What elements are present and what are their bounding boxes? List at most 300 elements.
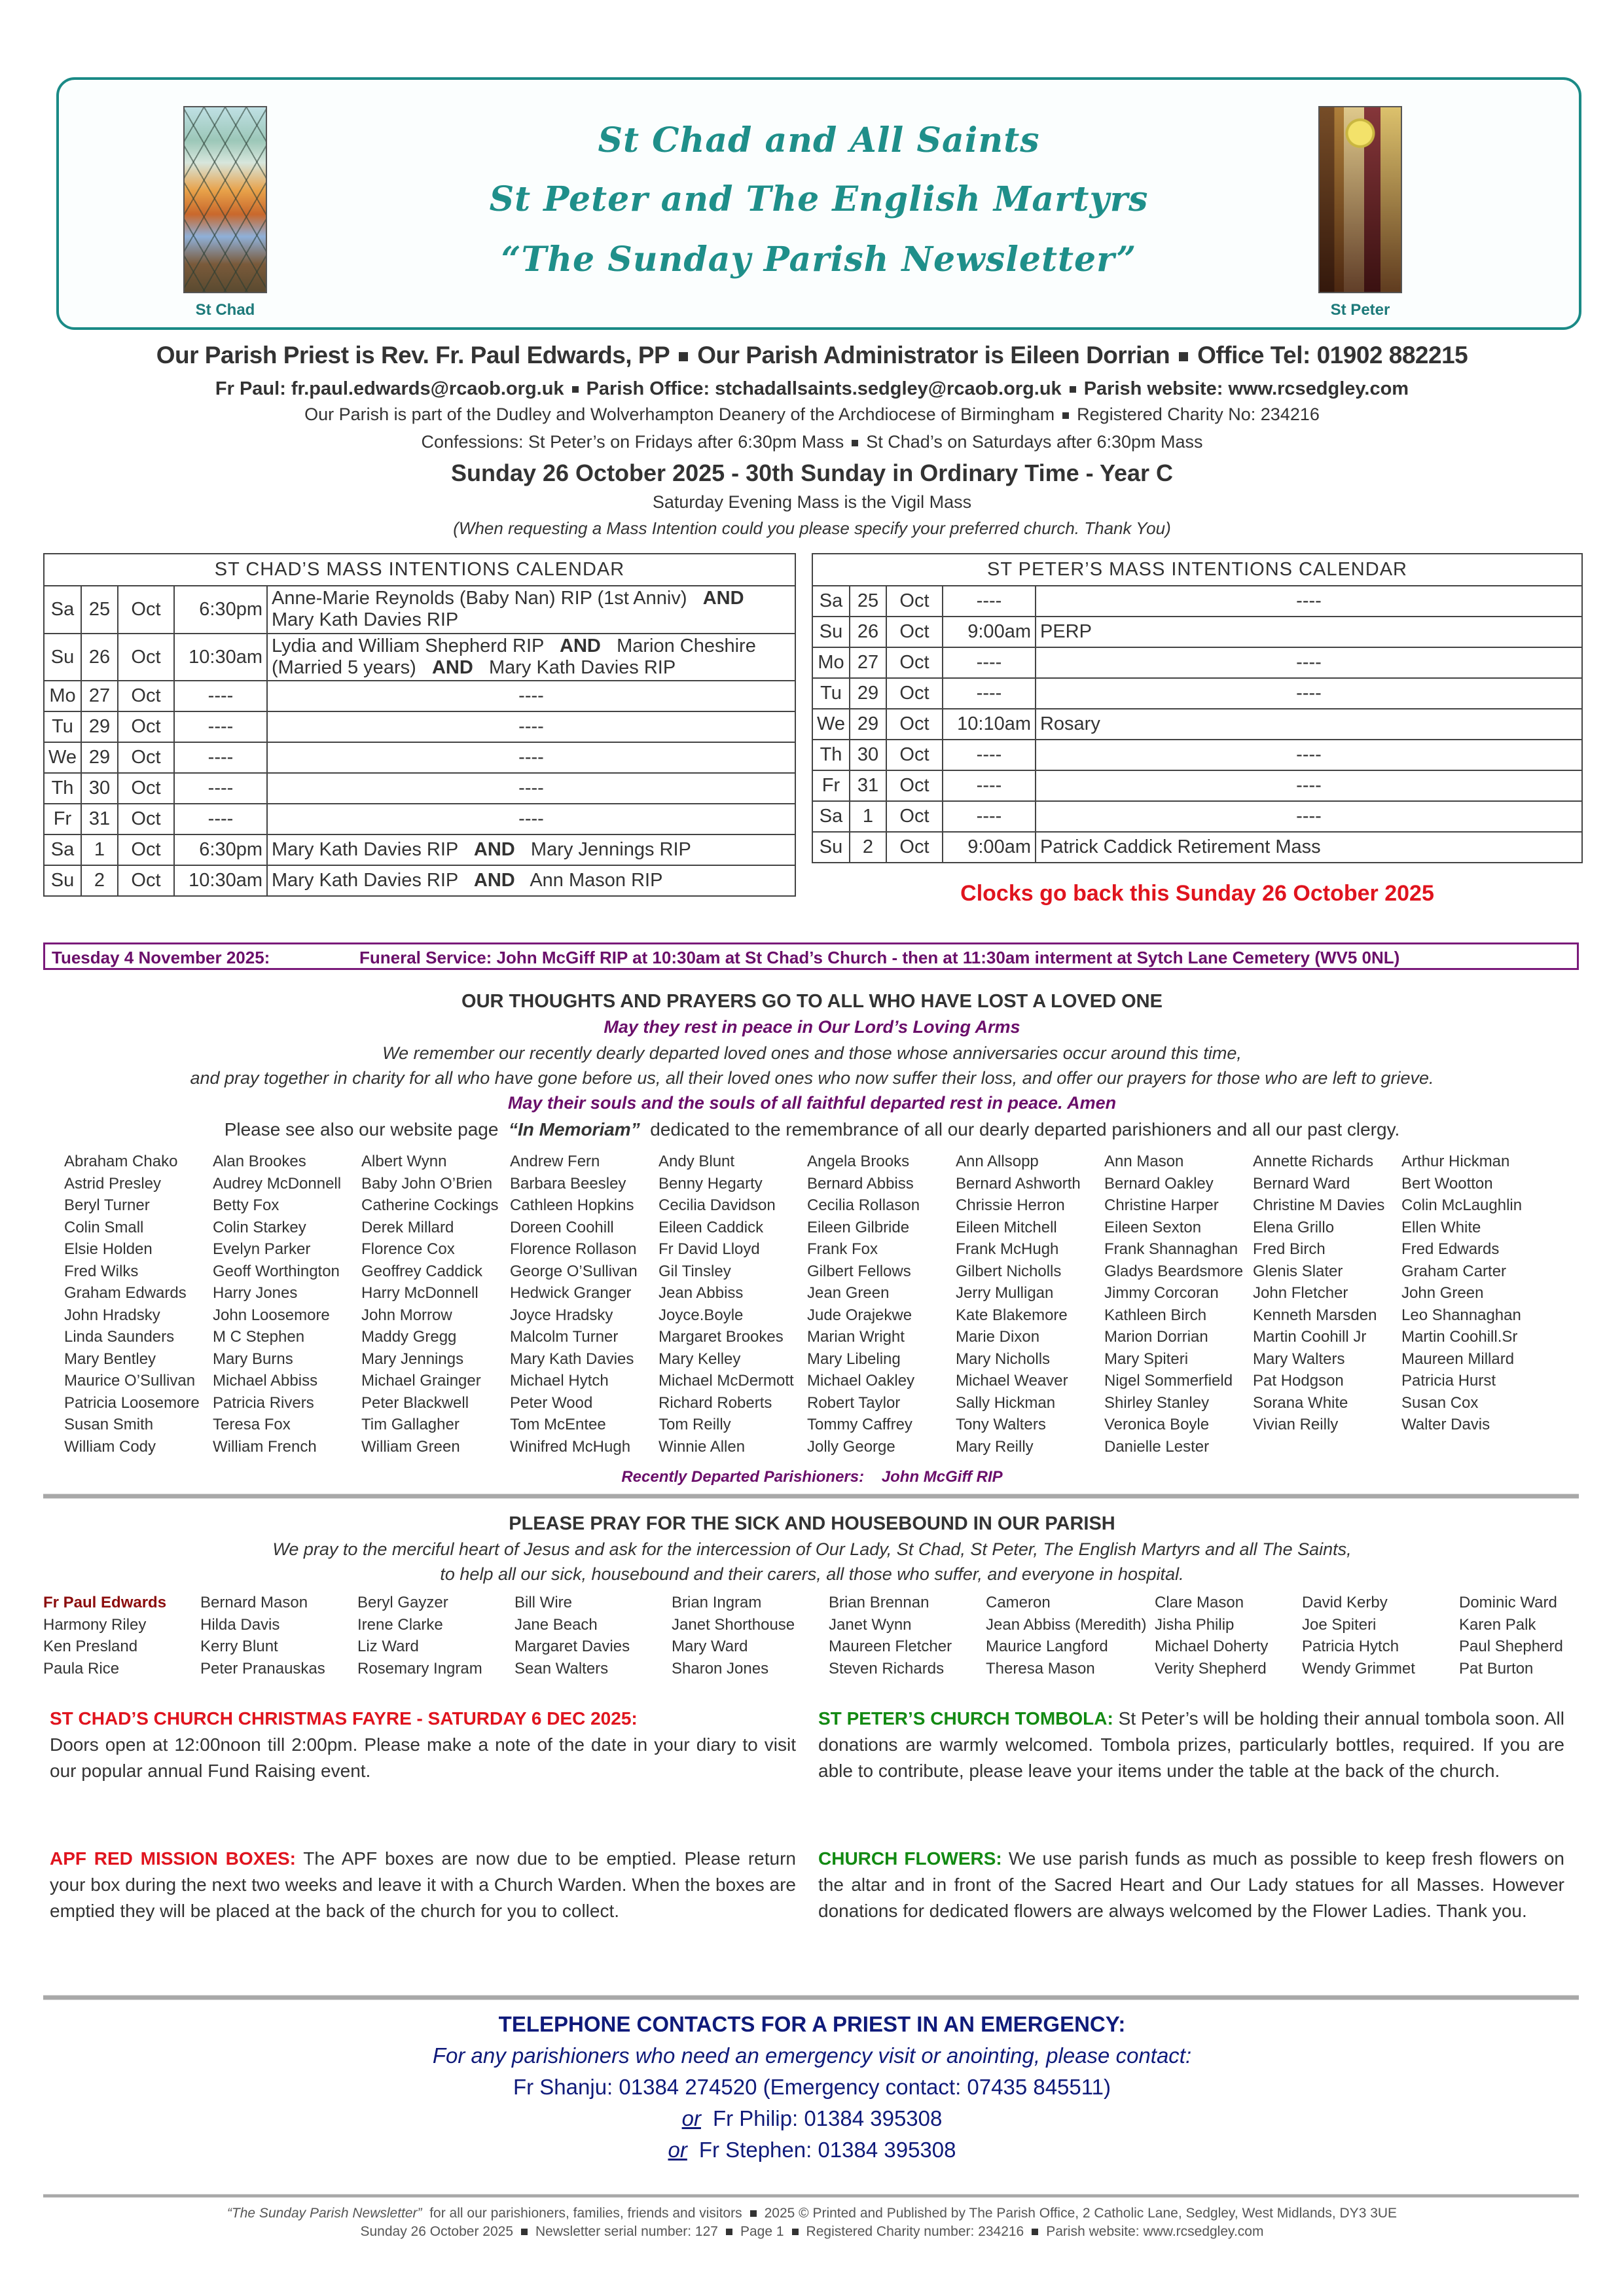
day-number: 27 xyxy=(81,681,118,711)
memoriam-name: Tommy Caffrey xyxy=(807,1416,912,1433)
memoriam-name: Robert Taylor xyxy=(807,1393,901,1412)
intention-text: ---- xyxy=(1296,774,1322,796)
parish-title-line-1: St Chad and All Saints xyxy=(598,120,1040,160)
month: Oct xyxy=(886,770,943,801)
fr-philip-contact[interactable]: Fr Philip: 01384 395308 xyxy=(712,2106,943,2130)
day-of-week: Fr xyxy=(812,770,850,801)
memoriam-name: Marie Dixon xyxy=(956,1328,1040,1346)
calendar-row xyxy=(44,773,795,804)
month: Oct xyxy=(118,742,174,773)
sick-housebound-heading: PLEASE PRAY FOR THE SICK AND HOUSEBOUND IN OUR PARISH xyxy=(509,1513,1115,1534)
sick-parishioner-name: Patricia Hytch xyxy=(1302,1638,1399,1655)
separator-square-icon xyxy=(726,2229,732,2235)
memoriam-name: Andrew Fern xyxy=(510,1153,600,1170)
mass-intention xyxy=(267,804,795,834)
footer-line-2 xyxy=(0,2224,1624,2240)
memoriam-name: Mary Jennings xyxy=(361,1350,464,1368)
sick-parishioner-name: Bill Wire xyxy=(514,1594,572,1611)
day-of-week: We xyxy=(44,742,81,773)
memoriam-name: Astrid Presley xyxy=(64,1174,162,1193)
memoriam-name: Ellen White xyxy=(1401,1218,1481,1236)
mass-time: 10:30am xyxy=(174,634,267,681)
month: Oct xyxy=(886,832,943,863)
mass-time: ---- xyxy=(943,647,1036,678)
confessions-st-peter: Confessions: St Peter’s on Fridays after 6:30pm Mass xyxy=(421,432,844,452)
apf-mission-boxes-notice xyxy=(50,1846,796,1924)
memoriam-name: Teresa Fox xyxy=(213,1416,291,1433)
sick-parishioner-name: Irene Clarke xyxy=(357,1615,443,1634)
deanery-text: Our Parish is part of the Dudley and Wolverhampton Deanery of the Archdiocese of Birmingham xyxy=(304,404,1055,424)
memoriam-name: Colin Starkey xyxy=(213,1218,306,1236)
memoriam-name: Mary Bentley xyxy=(64,1350,156,1368)
memoriam-name: Tony Walters xyxy=(956,1416,1046,1433)
memoriam-name: Michael Weaver xyxy=(956,1372,1068,1390)
memoriam-name: Jimmy Corcoran xyxy=(1104,1284,1219,1302)
day-of-week: Su xyxy=(812,617,850,647)
separator-square-icon xyxy=(852,440,858,446)
mass-time: ---- xyxy=(943,586,1036,617)
funeral-notice xyxy=(43,942,1579,970)
memoriam-name: Christine Harper xyxy=(1104,1196,1219,1214)
separator-square-icon xyxy=(1070,386,1076,393)
mass-time: ---- xyxy=(943,678,1036,709)
separator-square-icon xyxy=(521,2229,528,2235)
memoriam-name: Annette Richards xyxy=(1253,1153,1374,1170)
memoriam-name: Linda Saunders xyxy=(64,1328,175,1346)
day-number: 25 xyxy=(81,586,118,634)
church-flowers-title: CHURCH FLOWERS: xyxy=(818,1848,1002,1869)
memoriam-name: Fred Edwards xyxy=(1401,1240,1500,1258)
mass-intention xyxy=(1036,709,1582,740)
memoriam-name: Fr David Lloyd xyxy=(659,1240,760,1258)
mass-time: ---- xyxy=(174,773,267,804)
mass-intention xyxy=(1036,647,1582,678)
memoriam-name: Mary Kath Davies xyxy=(510,1350,634,1368)
memoriam-name: Frank Fox xyxy=(807,1240,878,1258)
calendar-row xyxy=(812,832,1582,863)
memoriam-heading: OUR THOUGHTS AND PRAYERS GO TO ALL WHO HAVE LOST A LOVED ONE xyxy=(461,991,1163,1012)
mass-time: 9:00am xyxy=(943,832,1036,863)
intention-text: Rosary xyxy=(1039,713,1100,734)
sick-parishioner-name: Mary Ward xyxy=(672,1638,748,1655)
calendar-row xyxy=(44,865,795,896)
memoriam-name: Harry McDonnell xyxy=(361,1284,478,1302)
st-peter-image-label: St Peter xyxy=(1330,301,1390,319)
calendar-row xyxy=(812,647,1582,678)
in-memoriam-page-link[interactable]: “In Memoriam” xyxy=(508,1119,640,1139)
memoriam-name: Andy Blunt xyxy=(659,1153,735,1170)
fr-stephen-contact-line xyxy=(0,2138,1624,2162)
intention-text: Mary Jennings RIP xyxy=(530,839,691,861)
parish-staff-line xyxy=(0,342,1624,369)
calendar-row xyxy=(812,586,1582,617)
sick-parishioner-name: Jisha Philip xyxy=(1155,1615,1235,1634)
memoriam-name: Sorana White xyxy=(1253,1393,1348,1412)
day-of-week: Th xyxy=(812,740,850,770)
parish-administrator: Our Parish Administrator is Eileen Dorrian xyxy=(697,342,1170,368)
st-chad-mass-intentions-calendar xyxy=(43,553,796,897)
month: Oct xyxy=(886,617,943,647)
memoriam-name: Joyce.Boyle xyxy=(659,1306,744,1324)
memoriam-name: Frank McHugh xyxy=(956,1240,1059,1258)
website-note-suffix: dedicated to the remembrance of all our dearly departed parishioners and all our past clergy. xyxy=(650,1119,1400,1139)
separator-square-icon xyxy=(1062,412,1069,419)
clocks-go-back-notice: Clocks go back this Sunday 26 October 2025 xyxy=(960,881,1434,906)
memoriam-name: William Cody xyxy=(64,1437,156,1456)
footer-serial-number: Newsletter serial number: 127 xyxy=(535,2224,718,2239)
vigil-mass-note: Saturday Evening Mass is the Vigil Mass xyxy=(652,492,972,512)
month: Oct xyxy=(118,773,174,804)
st-chad-image-label: St Chad xyxy=(195,301,255,319)
memoriam-name: Barbara Beesley xyxy=(510,1174,626,1193)
office-telephone[interactable]: Office Tel: 01902 882215 xyxy=(1197,342,1468,368)
memoriam-name: Susan Cox xyxy=(1401,1393,1479,1412)
memoriam-name: Jean Green xyxy=(807,1284,890,1302)
mass-intention-request-note: (When requesting a Mass Intention could you please specify your preferred church. Thank You) xyxy=(453,518,1171,538)
memoriam-name: Arthur Hickman xyxy=(1401,1153,1510,1170)
memoriam-name: Patricia Loosemore xyxy=(64,1393,200,1412)
memoriam-name: Martin Coohill Jr xyxy=(1253,1328,1367,1346)
month: Oct xyxy=(118,804,174,834)
intention-text: Mary Kath Davies RIP xyxy=(271,609,459,631)
day-number: 25 xyxy=(850,586,886,617)
memoriam-name: Shirley Stanley xyxy=(1104,1393,1210,1412)
memoriam-website-note xyxy=(0,1119,1624,1140)
st-peter-mass-intentions-calendar xyxy=(812,553,1583,863)
recently-departed-label: Recently Departed Parishioners: xyxy=(621,1468,865,1486)
sick-names-grid xyxy=(43,1592,1575,1679)
tombola-title: ST PETER’S CHURCH TOMBOLA: xyxy=(818,1708,1113,1729)
footer-newsletter-name: “The Sunday Parish Newsletter” xyxy=(226,2206,422,2221)
memoriam-name: Jolly George xyxy=(807,1437,895,1456)
parish-website-link[interactable]: Parish website: www.rcsedgley.com xyxy=(1083,378,1409,399)
separator-square-icon xyxy=(1179,352,1188,361)
sick-parishioner-name: Bernard Mason xyxy=(200,1594,308,1611)
church-flowers-body: We use parish funds as much as possible to keep fresh flowers on the altar and in front of the Sacred Heart and Our Lady statues for all Masses. However donations for dedicated flowers are always welcomed by the Flower Ladies. Thank you. xyxy=(818,1848,1564,1921)
separator-square-icon xyxy=(750,2210,757,2217)
and-conjunction: AND xyxy=(473,870,515,891)
sick-parishioner-name: Janet Wynn xyxy=(829,1615,912,1634)
month: Oct xyxy=(118,681,174,711)
intention-text: ---- xyxy=(518,685,544,707)
calendar-row xyxy=(812,801,1582,832)
or-label: or xyxy=(668,2138,687,2162)
intention-text: PERP xyxy=(1039,620,1092,642)
mass-intention xyxy=(267,865,795,896)
mass-intention xyxy=(267,834,795,865)
month: Oct xyxy=(118,834,174,865)
mass-time: ---- xyxy=(174,742,267,773)
mass-time: ---- xyxy=(943,801,1036,832)
memoriam-name: Maddy Gregg xyxy=(361,1328,457,1346)
day-of-week: Tu xyxy=(812,678,850,709)
memoriam-name: William Green xyxy=(361,1437,460,1456)
mass-time: ---- xyxy=(174,681,267,711)
memoriam-name: Frank Shannaghan xyxy=(1104,1240,1238,1258)
memoriam-name: Alan Brookes xyxy=(213,1153,306,1170)
mass-intention xyxy=(1036,740,1582,770)
memoriam-name: Maureen Millard xyxy=(1401,1350,1515,1368)
mass-time: 9:00am xyxy=(943,617,1036,647)
sick-parishioner-name: Jean Abbiss (Meredith) xyxy=(986,1615,1147,1634)
memoriam-name: Michael Oakley xyxy=(807,1372,915,1390)
intention-text: ---- xyxy=(518,716,544,738)
mass-intention xyxy=(1036,586,1582,617)
month: Oct xyxy=(886,740,943,770)
footer-line-1 xyxy=(0,2206,1624,2221)
mass-intention xyxy=(1036,801,1582,832)
memoriam-name: Geoff Worthington xyxy=(213,1262,340,1280)
intention-text: Lydia and William Shepherd RIP xyxy=(271,635,544,656)
memoriam-name: Jude Orajekwe xyxy=(807,1306,912,1324)
memoriam-name: Michael Grainger xyxy=(361,1372,481,1390)
memoriam-name: Malcolm Turner xyxy=(510,1328,619,1346)
memoriam-name: Catherine Cockings xyxy=(361,1196,499,1214)
memoriam-name: Graham Edwards xyxy=(64,1284,187,1302)
month: Oct xyxy=(118,586,174,634)
sick-parishioner-name: Jane Beach xyxy=(514,1615,598,1634)
memoriam-name: Elena Grillo xyxy=(1253,1218,1335,1236)
sick-parishioner-name: Maurice Langford xyxy=(986,1638,1108,1655)
day-of-week: Su xyxy=(44,634,81,681)
memoriam-name xyxy=(1253,1436,1401,1458)
mass-intention xyxy=(267,634,795,681)
memoriam-name: Gilbert Nicholls xyxy=(956,1262,1062,1280)
fr-philip-contact-line xyxy=(0,2106,1624,2131)
fr-stephen-contact[interactable]: Fr Stephen: 01384 395308 xyxy=(698,2138,956,2162)
sick-parishioner-name: Clare Mason xyxy=(1155,1594,1244,1611)
mass-intention xyxy=(267,681,795,711)
calendar-row xyxy=(44,586,795,634)
memoriam-name: Benny Hegarty xyxy=(659,1174,763,1193)
newsletter-title: “The Sunday Parish Newsletter” xyxy=(501,240,1137,279)
memoriam-name: Winnie Allen xyxy=(659,1437,746,1456)
mass-time: 10:10am xyxy=(943,709,1036,740)
month: Oct xyxy=(886,801,943,832)
sick-parishioner-name: Michael Doherty xyxy=(1155,1638,1269,1655)
memoriam-name: Jean Abbiss xyxy=(659,1284,744,1302)
parish-title-line-2: St Peter and The English Martyrs xyxy=(489,179,1149,219)
memoriam-name: William French xyxy=(213,1437,317,1456)
memoriam-name: Kenneth Marsden xyxy=(1253,1306,1377,1324)
memoriam-name: Patricia Hurst xyxy=(1401,1372,1496,1390)
day-of-week: Fr xyxy=(44,804,81,834)
mass-time: 10:30am xyxy=(174,865,267,896)
memoriam-name: Cecilia Davidson xyxy=(659,1196,776,1214)
calendar-row xyxy=(44,804,795,834)
memoriam-names-grid xyxy=(64,1151,1570,1458)
tombola-body: St Peter’s will be holding their annual tombola soon. All donations are warmly welcomed. Tombola prizes, particularly bottles, required. If you are able to contribute, please leave your items under the table at the back of the church. xyxy=(818,1708,1564,1781)
memoriam-name: Bert Wootton xyxy=(1401,1174,1493,1193)
memoriam-name: Bernard Ashworth xyxy=(956,1174,1081,1193)
calendar-row xyxy=(812,740,1582,770)
newsletter-banner xyxy=(56,77,1581,330)
day-number: 29 xyxy=(81,711,118,742)
memoriam-name: Christine M Davies xyxy=(1253,1196,1385,1214)
memoriam-name: Florence Cox xyxy=(361,1240,455,1258)
memoriam-name: Colin McLaughlin xyxy=(1401,1196,1523,1214)
day-of-week: Tu xyxy=(44,711,81,742)
sick-parishioner-name: Margaret Davies xyxy=(514,1638,630,1655)
sick-parishioner-name: Fr Paul Edwards xyxy=(43,1594,167,1611)
day-of-week: We xyxy=(812,709,850,740)
parish-priest: Our Parish Priest is Rev. Fr. Paul Edwards, PP xyxy=(156,342,670,368)
emergency-contacts-heading: TELEPHONE CONTACTS FOR A PRIEST IN AN EMERGENCY: xyxy=(498,2012,1126,2036)
sick-parishioner-name: Pat Burton xyxy=(1459,1659,1534,1677)
memoriam-name: Mary Walters xyxy=(1253,1350,1345,1368)
mass-time: ---- xyxy=(174,711,267,742)
memoriam-name: Tom Reilly xyxy=(659,1416,731,1433)
day-number: 29 xyxy=(850,678,886,709)
memoriam-name: Richard Roberts xyxy=(659,1393,772,1412)
memoriam-name: Albert Wynn xyxy=(361,1153,447,1170)
memoriam-name: Bernard Abbiss xyxy=(807,1174,914,1193)
memoriam-name: Evelyn Parker xyxy=(213,1240,311,1258)
footer-audience: for all our parishioners, families, friends and visitors xyxy=(429,2206,742,2221)
day-of-week: Th xyxy=(44,773,81,804)
sick-parishioner-name: Maureen Fletcher xyxy=(829,1638,952,1655)
fr-shanju-contact[interactable]: Fr Shanju: 01384 274520 (Emergency contact: 07435 845511) xyxy=(513,2075,1111,2099)
fr-paul-email[interactable]: Fr Paul: fr.paul.edwards@rcaob.org.uk xyxy=(215,378,564,399)
intention-text: ---- xyxy=(518,747,544,768)
sick-paragraph-1: We pray to the merciful heart of Jesus and ask for the intercession of Our Lady, St Chad, St Peter, The English Martyrs and all The Saints, xyxy=(272,1539,1352,1559)
recently-departed-names: John McGiff RIP xyxy=(881,1468,1003,1486)
liturgical-date: Sunday 26 October 2025 - 30th Sunday in Ordinary Time - Year C xyxy=(450,459,1174,486)
emergency-contacts-subheading: For any parishioners who need an emergency visit or anointing, please contact: xyxy=(432,2043,1192,2068)
memoriam-name: Cathleen Hopkins xyxy=(510,1196,634,1214)
calendar-title: ST CHAD’S MASS INTENTIONS CALENDAR xyxy=(44,554,795,586)
memoriam-name: Walter Davis xyxy=(1401,1416,1490,1433)
calendar-row xyxy=(812,678,1582,709)
day-number: 27 xyxy=(850,647,886,678)
intention-text: ---- xyxy=(1296,590,1322,611)
sick-parishioner-name: David Kerby xyxy=(1302,1594,1388,1611)
confessions-line xyxy=(0,432,1624,452)
sick-parishioner-name: Verity Shepherd xyxy=(1155,1659,1267,1677)
contact-line xyxy=(0,378,1624,400)
month: Oct xyxy=(886,647,943,678)
memoriam-name: Kathleen Birch xyxy=(1104,1306,1207,1324)
mass-time: ---- xyxy=(943,770,1036,801)
calendar-title: ST PETER’S MASS INTENTIONS CALENDAR xyxy=(812,554,1582,586)
sick-parishioner-name: Rosemary Ingram xyxy=(357,1659,482,1677)
confessions-st-chad: St Chad’s on Saturdays after 6:30pm Mass xyxy=(866,432,1203,452)
day-number: 1 xyxy=(850,801,886,832)
memoriam-amen: May their souls and the souls of all faithful departed rest in peace. Amen xyxy=(507,1093,1117,1113)
sick-parishioner-name: Hilda Davis xyxy=(200,1615,280,1634)
or-label: or xyxy=(681,2106,701,2130)
memoriam-name: Derek Millard xyxy=(361,1218,454,1236)
day-number: 30 xyxy=(850,740,886,770)
memoriam-name: Michael Abbiss xyxy=(213,1372,318,1390)
funeral-details: Funeral Service: John McGiff RIP at 10:30am at St Chad’s Church - then at 11:30am interment at Sytch Lane Cemetery (WV5 0NL) xyxy=(359,948,1400,967)
memoriam-name: Elsie Holden xyxy=(64,1240,153,1258)
sick-parishioner-name: Peter Pranauskas xyxy=(200,1659,325,1677)
memoriam-name: Doreen Coohill xyxy=(510,1218,614,1236)
day-of-week: Sa xyxy=(812,801,850,832)
day-of-week: Su xyxy=(812,832,850,863)
memoriam-name: Michael McDermott xyxy=(659,1372,794,1390)
charity-number: Registered Charity No: 234216 xyxy=(1077,404,1320,424)
footer-divider xyxy=(43,2194,1579,2198)
memoriam-name: Chrissie Herron xyxy=(956,1196,1065,1214)
memoriam-name: Margaret Brookes xyxy=(659,1328,784,1346)
separator-square-icon xyxy=(1032,2229,1038,2235)
memoriam-subheading: May they rest in peace in Our Lord’s Loving Arms xyxy=(604,1017,1020,1037)
memoriam-name: Marian Wright xyxy=(807,1328,905,1346)
mass-time: 6:30pm xyxy=(174,834,267,865)
memoriam-name: Florence Rollason xyxy=(510,1240,637,1258)
separator-square-icon xyxy=(572,386,579,393)
sick-parishioner-name: Brian Ingram xyxy=(672,1594,762,1611)
month: Oct xyxy=(886,709,943,740)
separator-square-icon xyxy=(679,352,688,361)
memoriam-name: Peter Wood xyxy=(510,1393,593,1412)
mass-intention xyxy=(267,586,795,634)
mass-intention xyxy=(267,742,795,773)
day-number: 1 xyxy=(81,834,118,865)
memoriam-name: Abraham Chako xyxy=(64,1153,178,1170)
month: Oct xyxy=(886,586,943,617)
mass-intention xyxy=(1036,617,1582,647)
memoriam-name: Betty Fox xyxy=(213,1196,280,1214)
intention-text: ---- xyxy=(1296,651,1322,673)
sick-parishioner-name: Kerry Blunt xyxy=(200,1638,278,1655)
memoriam-name: Fred Birch xyxy=(1253,1240,1326,1258)
memoriam-name: Mary Burns xyxy=(213,1350,293,1368)
day-number: 26 xyxy=(81,634,118,681)
memoriam-name: John Green xyxy=(1401,1284,1484,1302)
day-number: 29 xyxy=(850,709,886,740)
mass-intention xyxy=(1036,678,1582,709)
memoriam-name: Gil Tinsley xyxy=(659,1262,731,1280)
funeral-date: Tuesday 4 November 2025: xyxy=(52,948,270,967)
sick-parishioner-name: Brian Brennan xyxy=(829,1594,929,1611)
and-conjunction: AND xyxy=(473,839,515,861)
memoriam-name: John Hradsky xyxy=(64,1306,160,1324)
christmas-fayre-title: ST CHAD’S CHURCH CHRISTMAS FAYRE - SATURDAY 6 DEC 2025: xyxy=(50,1708,638,1729)
sick-parishioner-name: Sean Walters xyxy=(514,1659,609,1677)
day-of-week: Sa xyxy=(44,834,81,865)
calendar-row xyxy=(44,634,795,681)
christmas-fayre-body: Doors open at 12:00noon till 2:00pm. Please make a note of the date in your diary to visit our popular annual Fund Raising event. xyxy=(50,1734,796,1781)
and-conjunction: AND xyxy=(431,657,473,679)
parish-office-email[interactable]: Parish Office: stchadallsaints.sedgley@rcaob.org.uk xyxy=(586,378,1062,399)
sick-parishioner-name: Karen Palk xyxy=(1459,1615,1536,1634)
sick-parishioner-name: Beryl Gayzer xyxy=(357,1594,448,1611)
footer-page-number: Page 1 xyxy=(740,2224,784,2239)
intention-text: Patrick Caddick Retirement Mass xyxy=(1039,836,1321,857)
memoriam-name xyxy=(1401,1436,1550,1458)
memoriam-name: Geoffrey Caddick xyxy=(361,1262,482,1280)
memoriam-name: Leo Shannaghan xyxy=(1401,1306,1521,1324)
mass-time: 6:30pm xyxy=(174,586,267,634)
memoriam-name: Mary Kelley xyxy=(659,1350,741,1368)
intention-text: Marion Cheshire (Married 5 years) xyxy=(271,635,761,679)
memoriam-name: Hedwick Granger xyxy=(510,1284,632,1302)
day-of-week: Sa xyxy=(812,586,850,617)
memoriam-name: Kate Blakemore xyxy=(956,1306,1068,1324)
memoriam-name: Bernard Oakley xyxy=(1104,1174,1214,1193)
footer-website-link[interactable]: Parish website: www.rcsedgley.com xyxy=(1046,2224,1264,2239)
sick-parishioner-name: Sharon Jones xyxy=(672,1659,769,1677)
memoriam-name: M C Stephen xyxy=(213,1328,305,1346)
memoriam-name: Tom McEntee xyxy=(510,1416,606,1433)
calendar-row xyxy=(812,709,1582,740)
memoriam-paragraph-2: and pray together in charity for all who have gone before us, all their loved ones who now suffer their loss, and offer our prayers for those who are left to grieve. xyxy=(190,1068,1434,1088)
and-conjunction: AND xyxy=(702,588,744,609)
intention-text: Ann Mason RIP xyxy=(530,870,663,891)
